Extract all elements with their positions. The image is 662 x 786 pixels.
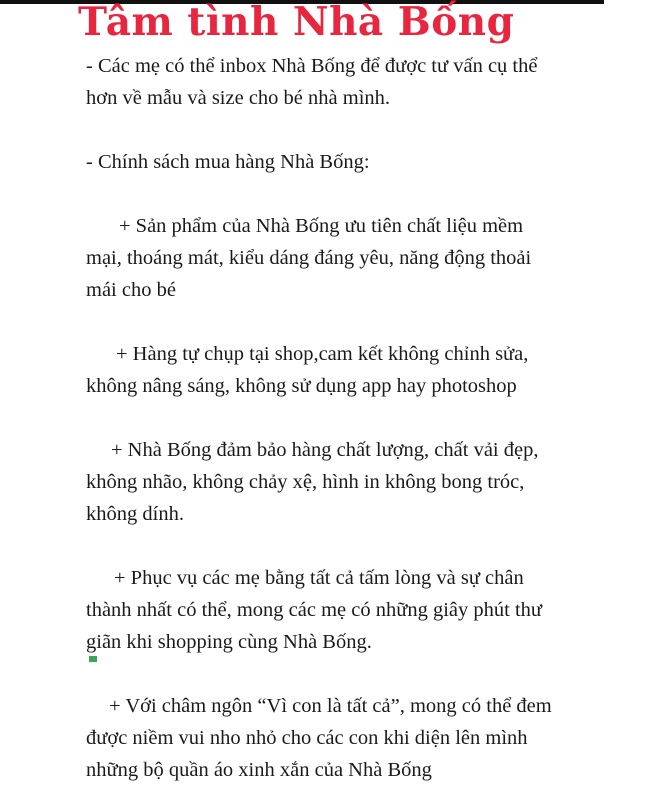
text-line: không nhão, không chảy xệ, hình in không bong tróc, [86, 471, 525, 493]
paragraph-photos [86, 338, 586, 402]
text-line: - Chính sách mua hàng Nhà Bống: [86, 151, 370, 173]
paragraph-quality [86, 434, 586, 530]
text-line: được niềm vui nho nhỏ cho các con khi diện lên mình [86, 727, 528, 749]
text-line: những bộ quần áo xinh xắn của Nhà Bống [86, 759, 432, 781]
text-line: + Với châm ngôn “Vì con là tất cả”, mong có thể đem [109, 695, 552, 717]
page-title: Tâm tình Nhà Bống [78, 0, 515, 45]
paragraph-motto [86, 690, 586, 786]
policy-text [86, 50, 586, 786]
text-line: + Sản phẩm của Nhà Bống ưu tiên chất liệu mềm [119, 215, 524, 237]
paragraph-policy-heading [86, 146, 586, 178]
text-line: mại, thoáng mát, kiểu dáng đáng yêu, năng động thoải [86, 247, 532, 269]
text-line: + Phục vụ các mẹ bằng tất cả tấm lòng và sự chân [114, 567, 524, 589]
text-line: giãn khi shopping cùng Nhà Bống. [86, 631, 372, 653]
text-line: hơn về mẫu và size cho bé nhà mình. [86, 87, 391, 109]
text-line: + Nhà Bống đảm bảo hàng chất lượng, chất vải đẹp, [111, 439, 539, 461]
text-line: không nâng sáng, không sử dụng app hay photoshop [86, 375, 517, 397]
text-line: - Các mẹ có thể inbox Nhà Bống để được tư vấn cụ thể [86, 55, 538, 77]
corner-mark [89, 656, 97, 662]
text-line: thành nhất có thể, mong các mẹ có những giây phút thư [86, 599, 543, 621]
paragraph-materials [86, 210, 586, 306]
paragraph-inbox [86, 50, 586, 114]
paragraph-service [86, 562, 586, 658]
text-line: mái cho bé [86, 279, 176, 301]
text-line: không dính. [86, 503, 184, 525]
text-line: + Hàng tự chụp tại shop,cam kết không chỉnh sửa, [116, 343, 529, 365]
